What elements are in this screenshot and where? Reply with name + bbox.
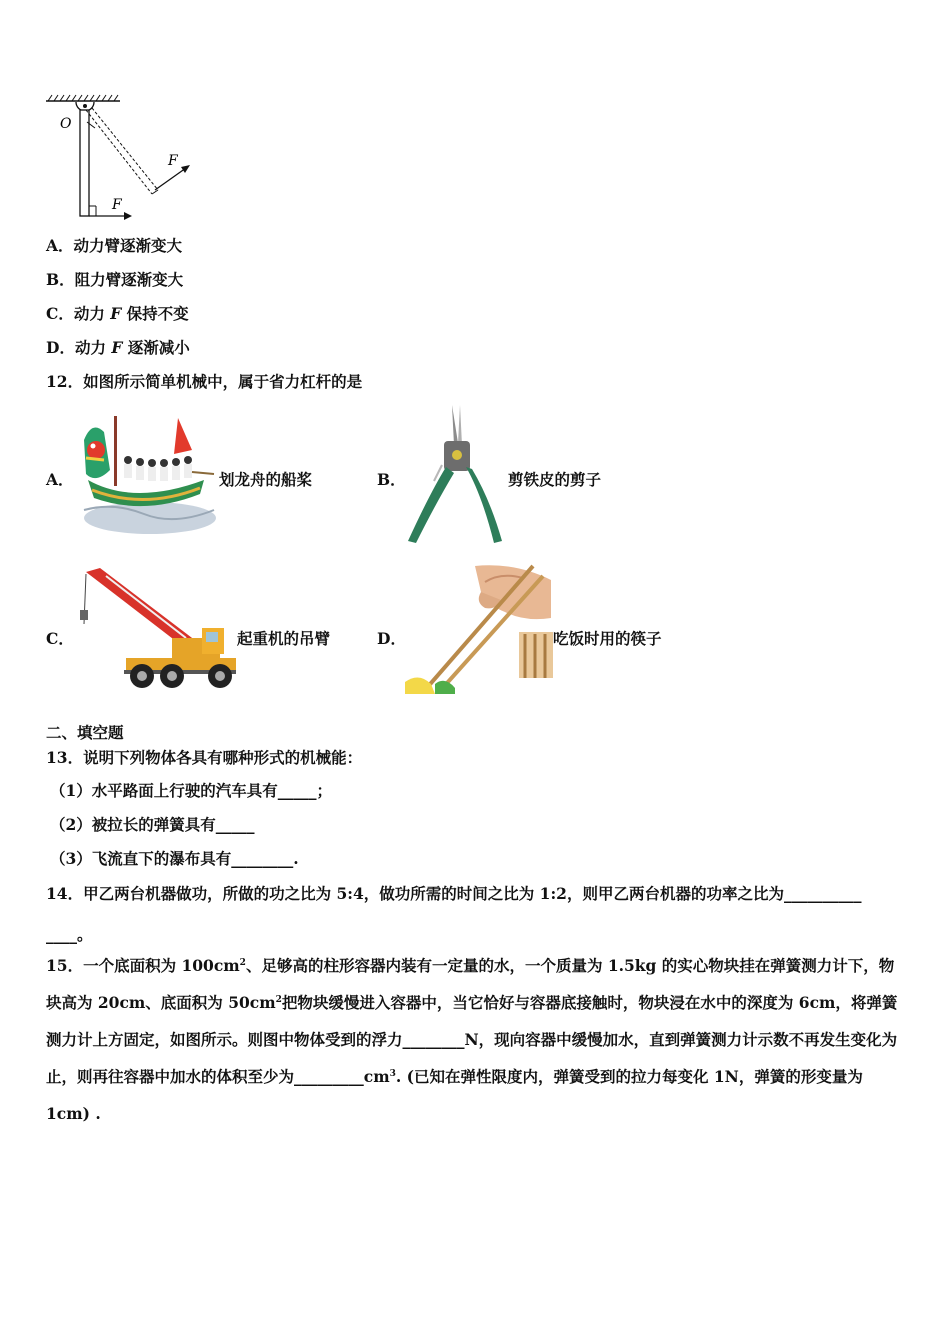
q11-option-d: D．动力 F 逐渐减小	[46, 338, 190, 357]
q12-option-d-letter: D．	[377, 629, 406, 648]
q13-item-2: （2）被拉长的弹簧具有_____	[50, 815, 255, 834]
q14-line-1: 14．甲乙两台机器做功，所做的功之比为 5:4，做功所需的时间之比为 1:2，则甲乙两台机器的功率之比为__________	[46, 884, 862, 903]
crane-image	[76, 566, 238, 692]
q12-option-d-caption: 吃饭时用的筷子	[553, 629, 662, 648]
lever-diagram	[40, 92, 200, 224]
q11-option-c: C．动力 F 保持不变	[46, 304, 189, 323]
q13-item-3: （3）飞流直下的瀑布具有________.	[50, 849, 299, 868]
q11-option-b: B．阻力臂逐渐变大	[46, 270, 184, 289]
q12-stem: 12．如图所示简单机械中，属于省力杠杆的是	[46, 372, 363, 391]
q12-option-a-caption: 划龙舟的船桨	[219, 470, 313, 489]
q13-stem: 13．说明下列物体各具有哪种形式的机械能：	[46, 748, 363, 767]
q13-item-1: （1）水平路面上行驶的汽车具有_____；	[50, 781, 333, 800]
q15-paragraph: 15．一个底面积为 $100cm^2$、足够高的柱形容器内装有一定量的水，一个质量为 1.5kg 的实心物块挂在弹簧测力计下，物块高为 20cm、底面积为 $50cm^2$把物块缓慢进入容器中，当它恰好与容器底接触时，物块浸在水中的深度为 6cm，将弹簧测力计上方固定，如图所示。则图中物体受到的浮力________N，现向容器中缓慢加水，直到弹簧测力计示数不再发生变化为止，则再往容器中加水的体积至少为$\_\_\_\_\_\_\_\_\_cm^3$. (已知在弹性限度内，弹簧受到的拉力每变化 1N，弹簧的形变量为 1cm) .	[46, 956, 898, 1123]
q12-option-b-letter: B．	[377, 470, 406, 489]
tin-snips-image	[402, 403, 508, 545]
section-title: 二、填空题	[46, 723, 124, 742]
q14-line-2: ____。	[46, 925, 93, 944]
force-label-top: F	[168, 153, 178, 169]
q12-option-b-caption: 剪铁皮的剪子	[508, 470, 602, 489]
dragon-boat-image	[74, 410, 216, 540]
q12-option-a-letter: A．	[46, 470, 74, 489]
q12-option-c-letter: C．	[46, 629, 74, 648]
chopsticks-image	[405, 562, 553, 694]
force-label-bottom: F	[112, 197, 122, 213]
pivot-label: O	[60, 116, 72, 132]
q11-option-a: A．动力臂逐渐变大	[46, 236, 183, 255]
q12-option-c-caption: 起重机的吊臂	[237, 629, 331, 648]
